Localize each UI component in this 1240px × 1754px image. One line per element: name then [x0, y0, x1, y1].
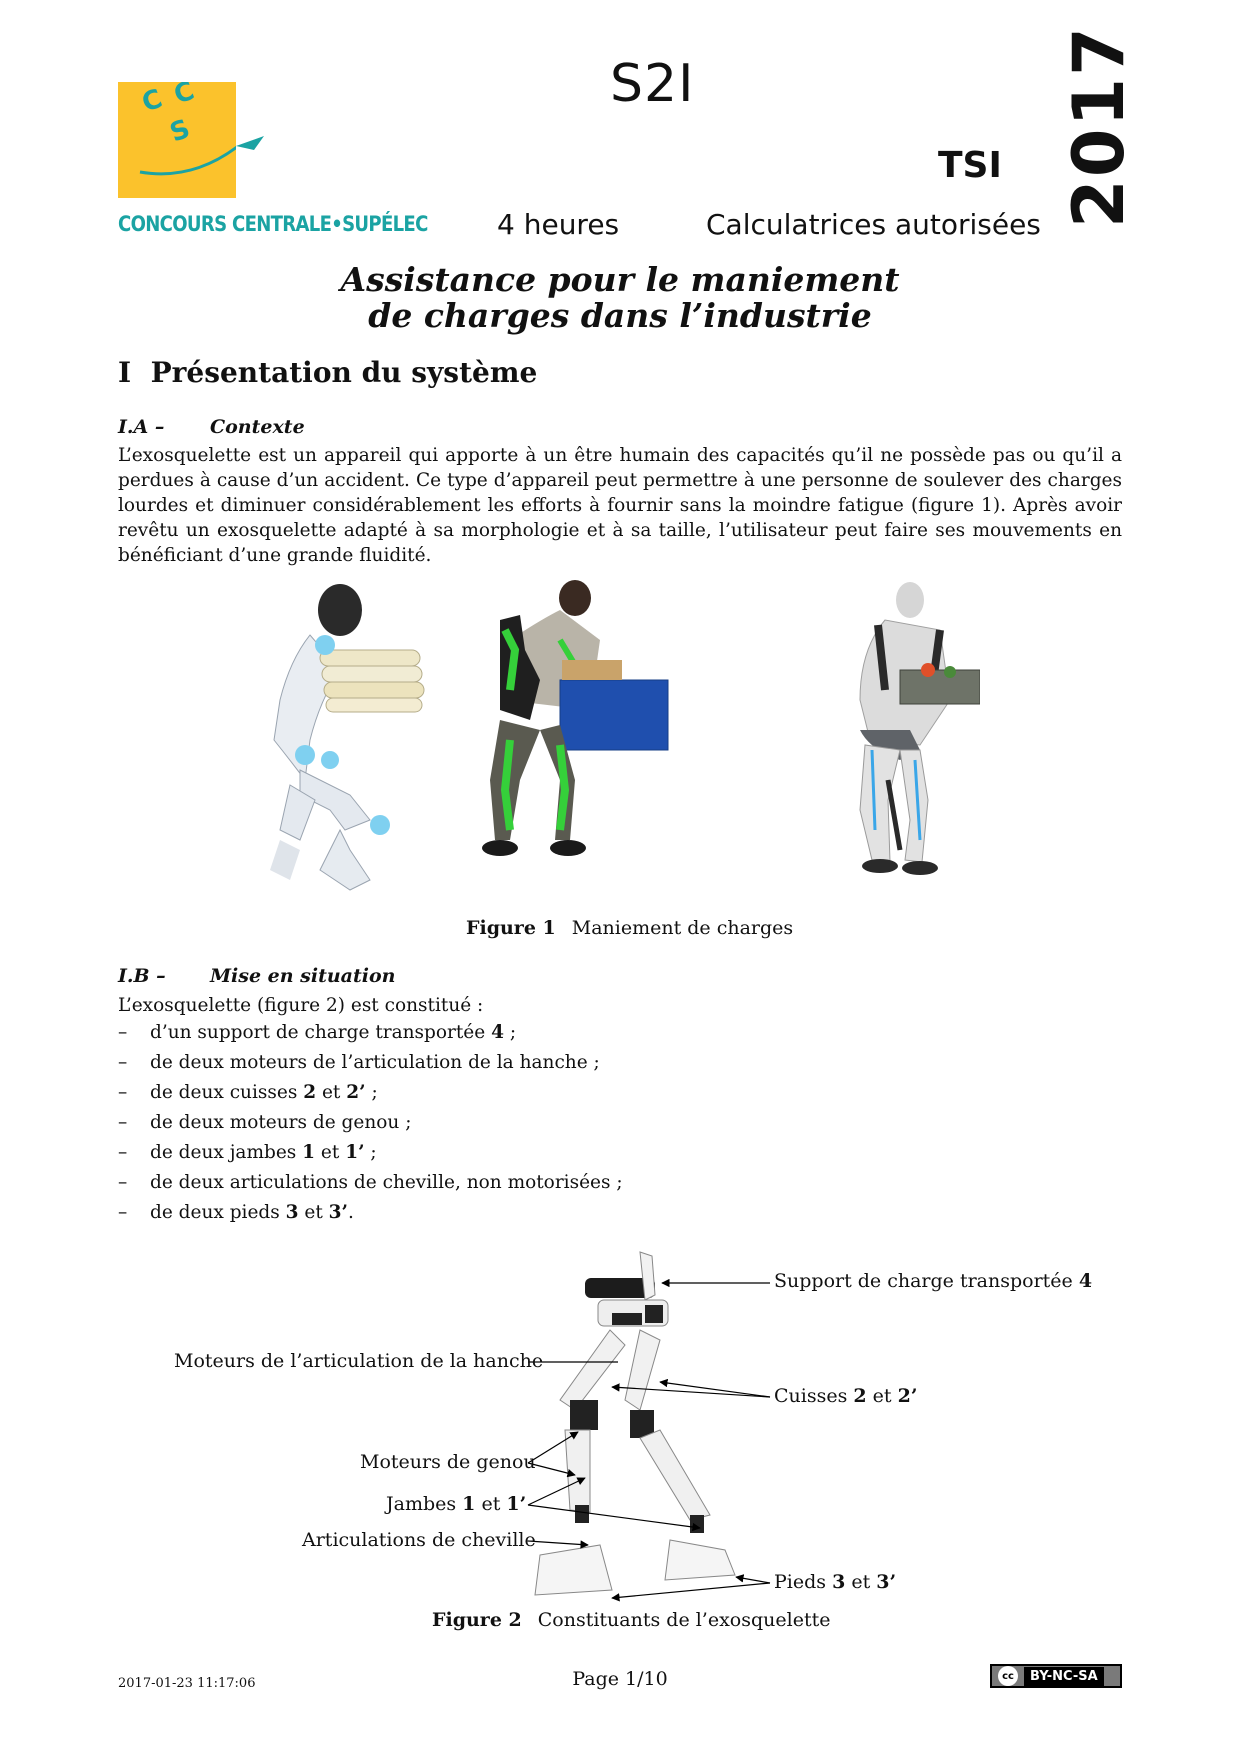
license-text: BY-NC-SA	[1024, 1667, 1104, 1686]
track-label: TSI	[938, 145, 1002, 186]
list-item: – de deux moteurs de l’articulation de la hanche ;	[118, 1048, 623, 1078]
figure-1-text: Maniement de charges	[571, 917, 794, 939]
figure-1-label: Figure 1	[466, 917, 556, 939]
label-knee-motors: Moteurs de genou	[360, 1451, 536, 1473]
title-line-1: Assistance pour le maniement	[340, 260, 900, 299]
subsection-a-title: Contexte	[210, 416, 305, 438]
leader-feet-2	[736, 1577, 770, 1583]
context-paragraph: L’exosquelette est un appareil qui apporte à un être humain des capacités qu’il ne possède pas ou qu’il a perdues à cause d’un accident. Ce type d’appareil peut permettre à une personne de soulever des charges lourdes et diminuer considérablement les efforts à fournir sans la moindre fatigue (figure 1). Après avoir revêtu un exosquelette adapté à sa morphologie et à sa taille, l’utilisateur peut faire ses mouvements en bénéficiant d’une grande fluidité.	[118, 445, 1122, 566]
subsection-b-title: Mise en situation	[210, 965, 396, 987]
figure-2-label: Figure 2	[432, 1609, 522, 1631]
section-number: I	[118, 356, 132, 389]
list-item: – d’un support de charge transportée 4 ;	[118, 1018, 623, 1048]
label-ankles: Articulations de cheville	[302, 1529, 536, 1551]
section-heading	[118, 356, 537, 389]
label-hip-motors: Moteurs de l’articulation de la hanche	[174, 1350, 544, 1372]
subject-title: S2I	[610, 54, 695, 114]
document-title	[0, 262, 1240, 334]
leader-legs-2	[528, 1505, 700, 1528]
logo-text: CONCOURS CENTRALE•SUPÉLEC	[118, 212, 428, 236]
logo-letter-s: S	[166, 113, 194, 149]
figure-1-caption	[466, 917, 793, 939]
logo-letter-c1: C	[138, 83, 167, 119]
component-list	[118, 1018, 623, 1228]
list-item: – de deux articulations de cheville, non motorisées ;	[118, 1168, 623, 1198]
subsection-b-heading	[118, 965, 395, 987]
list-item: – de deux pieds 3 et 3’.	[118, 1198, 623, 1228]
page-number: Page 1/10	[572, 1668, 668, 1690]
leader-feet-1	[612, 1583, 770, 1598]
exoskeleton-person-3-image	[860, 582, 980, 875]
leader-thigh-2	[660, 1382, 770, 1397]
title-line-2: de charges dans l’industrie	[368, 296, 872, 335]
exoskeleton-person-2-image	[482, 580, 668, 856]
logo-arrow-icon	[236, 136, 266, 156]
composition-intro: L’exosquelette (figure 2) est constitué :	[118, 995, 484, 1016]
footer-timestamp: 2017-01-23 11:17:06	[118, 1676, 256, 1691]
list-item: – de deux jambes 1 et 1’ ;	[118, 1138, 623, 1168]
label-support: Support de charge transportée 4	[774, 1270, 1093, 1292]
figure-1-images	[260, 580, 980, 905]
logo-square	[118, 82, 236, 198]
creative-commons-icon: cc	[998, 1666, 1018, 1686]
figure-2-diagram	[0, 1235, 1240, 1615]
leader-ankle	[528, 1541, 588, 1545]
subsection-b-number: I.B –	[118, 965, 166, 987]
figure-2-text: Constituants de l’exosquelette	[537, 1609, 831, 1631]
subsection-a-heading	[118, 416, 305, 438]
subsection-a-number: I.A –	[118, 416, 165, 438]
list-item: – de deux moteurs de genou ;	[118, 1108, 623, 1138]
label-feet: Pieds 3 et 3’	[774, 1571, 897, 1593]
logo-emblem	[118, 82, 236, 198]
logo-letter-c2: C	[170, 82, 199, 111]
figure-2-caption	[432, 1609, 830, 1631]
label-legs: Jambes 1 et 1’	[386, 1493, 527, 1515]
section-title: Présentation du système	[150, 356, 538, 389]
list-item: – de deux cuisses 2 et 2’ ;	[118, 1078, 623, 1108]
exoskeleton-person-1-image	[270, 584, 424, 890]
duration: 4 heures	[497, 208, 620, 241]
license-badge	[990, 1664, 1122, 1688]
label-thighs: Cuisses 2 et 2’	[774, 1385, 918, 1407]
exam-year: 2017	[1058, 25, 1140, 228]
calculator-note: Calculatrices autorisées	[706, 208, 1041, 241]
